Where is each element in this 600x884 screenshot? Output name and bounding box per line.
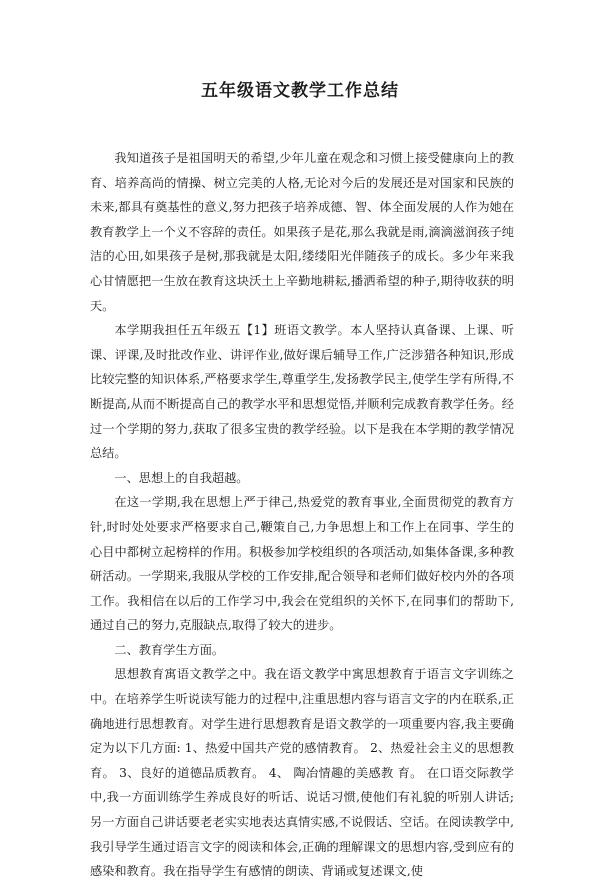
paragraph-education: 思想教育寓语文教学之中。我在语文教学中寓思想教育于语言文字训练之中。在培养学生听说读写能力的过程中,注重思想内容与语言文字的内在联系,正确地进行思想教育。对学生进行思想教育是语文教学的一项重要内容,我主要确定为以下几方面: 1、热爱中国共产党的感情教育。 2、热爱社会主义的思想教育。 3、良好的道德品质教育。 4、 陶冶情趣的美感教 育。 在口语交际教学中,我一方面训练学生养成良好的听话、说话习惯,使他们有礼貌的听别人讲话;另一方面自己讲话要老老实实地表达真情实感,不说假话、空话。在阅读教学中,我引导学生通过语言文字的阅读和体会,正确的理解课文的思想内容,受到应有的感染和教育。我在指导学生有感情的朗读、背诵或复述课文,使 (90, 667, 514, 879)
paragraph-ideology: 在这一学期,我在思想上严于律己,热爱党的教育事业,全面贯彻党的教育方针,时时处处要求严格要求自己,鞭策自己,力争思想上和工作上在同事、学生的心目中都树立起榜样的作用。积极参加学校组织的各项活动,如集体备课,多种教研活动。一学期来,我服从学校的工作安排,配合领导和老师们做好校内外的各项工作。我相信在以后的工作学习中,我会在党组织的关怀下,在同事们的帮助下,通过自己的努力,克服缺点,取得了较大的进步。 (90, 495, 514, 633)
paragraph-intro: 我知道孩子是祖国明天的希望,少年儿童在观念和习惯上接受健康向上的教育、培养高尚的情操、树立完美的人格,无论对今后的发展还是对国家和民族的未来,都具有奠基性的意义,努力把孩子培养成德、智、体全面发展的人作为她在教育教学上一个义不容辞的责任。如果孩子是花,那么我就是雨,滴滴滋润孩子纯洁的心田,如果孩子是树,那我就是太阳,缕缕阳光伴随孩子的成长。多少年来我心甘情愿把一生放在教育这块沃土上辛勤地耕耘,播洒希望的种子,期待收获的明天。 (90, 151, 514, 313)
section-heading-ideology: 一、思想上的自我超越。 (114, 470, 249, 485)
document-body (90, 146, 514, 884)
paragraph-overview: 本学期我担任五年级五【1】班语文教学。本人坚持认真备课、上课、听课、评课,及时批改作业、讲评作业,做好课后辅导工作,广泛涉猎各种知识,形成比较完整的知识体系,严格要求学生,尊重学生,发扬教学民主,使学生学有所得,不断提高,从而不断提高自己的教学水平和思想觉悟,并顺利完成教育教学任务。经过一个学期的努力,获取了很多宝贵的教学经验。以下是我在本学期的教学情况总结。 (90, 323, 514, 461)
section-heading-education: 二、教育学生方面。 (114, 642, 225, 657)
document-title: 五年级语文教学工作总结 (201, 81, 399, 101)
